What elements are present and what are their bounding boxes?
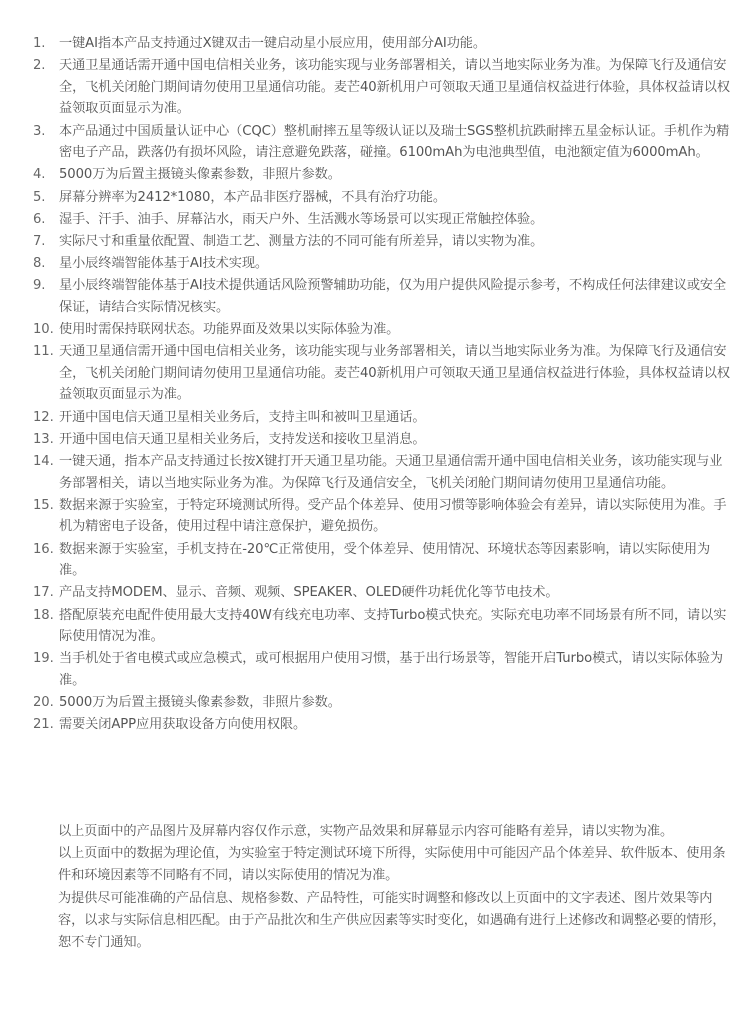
note-item-8: [0, 253, 750, 275]
note-text: 产品支持MODEM、显示、音频、观频、SPEAKER、OLED硬件功耗优化等节电技术。: [59, 585, 559, 601]
note-item-14: [0, 451, 750, 494]
note-text: 实际尺寸和重量依配置、制造工艺、测量方法的不同可能有所差异，请以实物为准。: [59, 233, 544, 249]
note-number: 9.: [33, 278, 46, 294]
note-text: 开通中国电信天通卫星相关业务后，支持主叫和被叫卫星通话。: [59, 409, 426, 425]
note-item-16: [0, 539, 750, 582]
note-number: 21.: [33, 717, 54, 733]
note-number: 6.: [33, 211, 46, 227]
note-item-21: [0, 714, 750, 736]
note-number: 15.: [33, 497, 54, 513]
note-item-10: [0, 319, 750, 341]
note-text: 5000万为后置主摄镜头像素参数，非照片参数。: [59, 695, 341, 711]
note-number: 10.: [33, 322, 54, 338]
note-item-7: [0, 231, 750, 253]
note-number: 12.: [33, 409, 54, 425]
general-disclaimer: [58, 821, 728, 954]
note-item-12: [0, 407, 750, 429]
note-text: 5000万为后置主摄镜头像素参数，非照片参数。: [59, 167, 341, 183]
note-number: 18.: [33, 607, 54, 623]
note-text: 天通卫星通信需开通中国电信相关业务，该功能实现与业务部署相关，请以当地实际业务为准。为保障飞行及通信安全，飞机关闭舱门期间请勿使用卫星通信功能。麦芒40新机用户可领取天通卫星通信权益进行体验，具体权益请以权益领取页面显示为准。: [59, 344, 730, 403]
note-number: 19.: [33, 651, 54, 667]
note-number: 20.: [33, 695, 54, 711]
note-text: 数据来源于实验室，于特定环境测试所得。受产品个体差异、使用习惯等影响体验会有差异，请以实际使用为准。手机为精密电子设备，使用过程中请注意保护，避免损伤。: [59, 497, 727, 535]
note-text: 星小辰终端智能体基于AI技术提供通话风险预警辅助功能，仅为用户提供风险提示参考，不构成任何法律建议或安全保证，请结合实际情况核实。: [59, 278, 727, 315]
note-text: 开通中国电信天通卫星相关业务后，支持发送和接收卫星消息。: [59, 431, 426, 447]
note-text: 本产品通过中国质量认证中心（CQC）整机耐摔五星等级认证以及瑞士SGS整机抗跌耐摔五星金标认证。手机作为精密电子产品，跌落仍有损坏风险，请注意避免跌落，碰撞。6100mAh为电池典型值，电池额定值为6000mAh。: [59, 123, 730, 161]
note-item-19: [0, 648, 750, 691]
note-item-6: [0, 209, 750, 231]
disclaimer-notes-list: [0, 33, 750, 736]
note-number: 4.: [33, 167, 46, 183]
note-number: 16.: [33, 541, 54, 557]
note-number: 2.: [33, 58, 46, 74]
note-text: 一键AI指本产品支持通过X键双击一键启动星小辰应用，使用部分AI功能。: [59, 36, 486, 51]
note-number: 11.: [33, 344, 54, 360]
note-item-11: [0, 341, 750, 406]
note-item-18: [0, 605, 750, 648]
note-text: 星小辰终端智能体基于AI技术实现。: [59, 256, 269, 272]
note-text: 天通卫星通话需开通中国电信相关业务，该功能实现与业务部署相关，请以当地实际业务为准。为保障飞行及通信安全，飞机关闭舱门期间请勿使用卫星通信功能。麦芒40新机用户可领取天通卫星通信权益进行体验，具体权益请以权益领取页面显示为准。: [59, 58, 730, 117]
note-number: 3.: [33, 123, 46, 139]
note-text: 使用时需保持联网状态。功能界面及效果以实际体验为准。: [59, 322, 400, 338]
note-text: 搭配原装充电配件使用最大支持40W有线充电功率、支持Turbo模式快充。实际充电功率不同场景有所不同，请以实际使用情况为准。: [59, 607, 727, 645]
note-item-4: [0, 164, 750, 186]
disclaimer-paragraph-updates: 为提供尽可能准确的产品信息、规格参数、产品特性，可能实时调整和修改以上页面中的文字表述、图片效果等内容，以求与实际信息相匹配。由于产品批次和生产供应因素等实时变化，如遇确有进行上述修改和调整必要的情形，恕不专门通知。: [58, 890, 726, 951]
note-number: 7.: [33, 233, 46, 249]
note-text: 需要关闭APP应用获取设备方向使用权限。: [59, 717, 307, 733]
note-item-17: [0, 582, 750, 604]
disclaimer-paragraph-images: 以上页面中的产品图片及屏幕内容仅作示意，实物产品效果和屏幕显示内容可能略有差异，请以实物为准。: [58, 824, 674, 839]
note-item-2: [0, 55, 750, 120]
note-text: 数据来源于实验室，手机支持在-20℃正常使用，受个体差异、使用情况、环境状态等因素影响，请以实际使用为准。: [59, 541, 711, 579]
note-item-15: [0, 495, 750, 538]
note-text: 屏幕分辨率为2412*1080，本产品非医疗器械，不具有治疗功能。: [59, 189, 446, 205]
note-number: 8.: [33, 256, 46, 272]
note-number: 14.: [33, 454, 54, 469]
disclaimer-paragraph-data: 以上页面中的数据为理论值，为实验室于特定测试环境下所得，实际使用中可能因产品个体差异、软件版本、使用条件和环境因素等不同略有不同，请以实际使用的情况为准。: [58, 846, 726, 884]
note-number: 13.: [33, 431, 54, 447]
note-item-20: [0, 692, 750, 714]
note-number: 17.: [33, 585, 54, 601]
note-item-1: [0, 33, 750, 55]
note-number: 1.: [33, 36, 46, 51]
note-item-9: [0, 275, 750, 318]
note-text: 湿手、汗手、油手、屏幕沾水，雨天户外、生活溅水等场景可以实现正常触控体验。: [59, 211, 544, 227]
note-item-3: [0, 121, 750, 164]
note-item-13: [0, 429, 750, 451]
note-number: 5.: [33, 189, 46, 205]
note-item-5: [0, 187, 750, 209]
note-text: 一键天通，指本产品支持通过长按X键打开天通卫星功能。天通卫星通信需开通中国电信相关业务，该功能实现与业务部署相关，请以当地实际业务为准。为保障飞行及通信安全，飞机关闭舱门期间请勿使用卫星通信功能。: [59, 454, 723, 491]
note-text: 当手机处于省电模式或应急模式，或可根据用户使用习惯，基于出行场景等，智能开启Turbo模式，请以实际体验为准。: [59, 651, 723, 688]
